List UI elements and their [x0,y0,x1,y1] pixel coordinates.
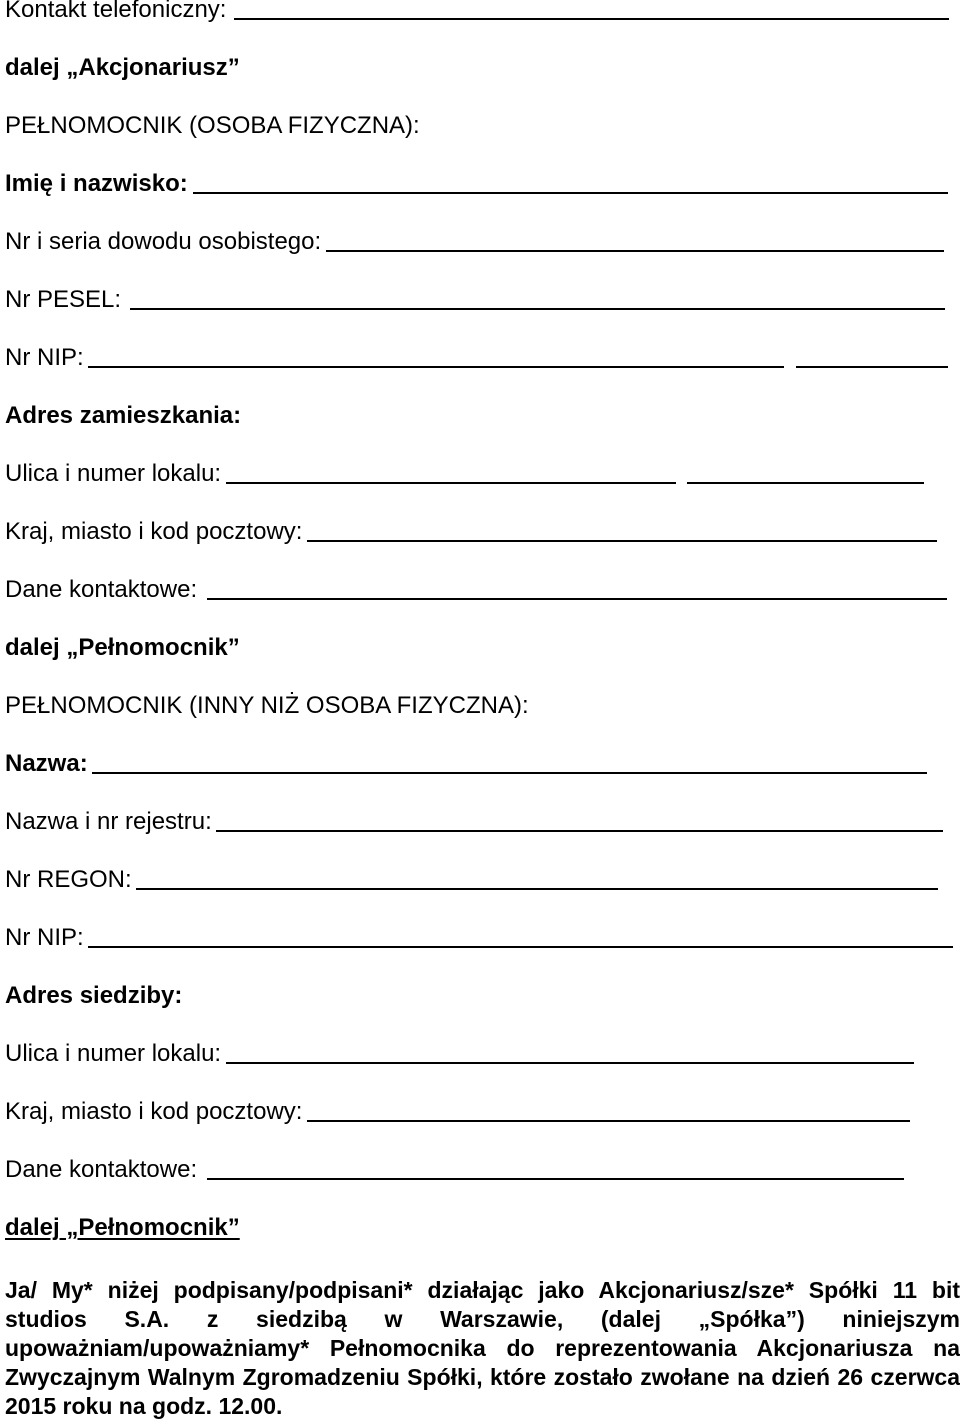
entity-name-field[interactable] [92,772,927,774]
street-label-2: Ulica i numer lokalu: [5,1040,222,1067]
contact-data-field-1[interactable] [207,598,947,600]
proxy-note-2: dalej „Pełnomocnik” [5,1214,240,1241]
shareholder-note: dalej „Akcjonariusz” [5,54,240,81]
nip-label-1: Nr NIP: [5,344,84,371]
entity-name-label: Nazwa: [5,750,88,777]
city-row-2 [5,1096,960,1126]
street-row-2 [5,1038,960,1068]
regon-row [5,864,960,894]
city-label-2: Kraj, miasto i kod pocztowy: [5,1098,303,1125]
street-row-1 [5,458,960,488]
contact-phone-row [5,0,960,24]
entity-name-row [5,748,960,778]
registered-office-row [5,980,960,1010]
id-card-field[interactable] [326,250,944,252]
register-row [5,806,960,836]
city-label-1: Kraj, miasto i kod pocztowy: [5,518,303,545]
city-field-1[interactable] [307,540,937,542]
section-header-legal-entity [5,690,960,720]
nip-field-1a[interactable] [88,366,784,368]
contact-phone-label: Kontakt telefoniczny: [5,0,227,23]
proxy-note-1: dalej „Pełnomocnik” [5,634,240,661]
city-row-1 [5,516,960,546]
register-label: Nazwa i nr rejestru: [5,808,212,835]
proxy-note-row-2 [5,1212,960,1242]
street-label-1: Ulica i numer lokalu: [5,460,222,487]
contact-data-label-2: Dane kontaktowe: [5,1156,198,1183]
contact-phone-field[interactable] [234,18,949,20]
id-card-label: Nr i seria dowodu osobistego: [5,228,322,255]
contact-data-row-1 [5,574,960,604]
street-field-1a[interactable] [226,482,676,484]
proxy-note-row-1 [5,632,960,662]
nip-row-1 [5,342,960,372]
contact-data-field-2[interactable] [207,1178,904,1180]
contact-data-row-2 [5,1154,960,1184]
nip-label-2: Nr NIP: [5,924,84,951]
authorization-paragraph: Ja/ My* niżej podpisany/podpisani* działając jako Akcjonariusz/sze* Spółki 11 bit studios S.A. z siedzibą w Warszawie, (dalej „Spółka”) niniejszym upoważniam/upoważniamy* Pełnomocnika do reprezentowania Akcjonariusza na Zwyczajnym Walnym Zgromadzeniu Spółki, które zostało zwołane na dzień 26 czerwca 2015 roku na godz. 12.00. [5,1277,960,1419]
register-field[interactable] [216,830,943,832]
nip-field-1b[interactable] [796,366,948,368]
contact-data-label-1: Dane kontaktowe: [5,576,198,603]
regon-field[interactable] [136,888,938,890]
pesel-label: Nr PESEL: [5,286,122,313]
nip-row-2 [5,922,960,952]
section-title-legal-entity: PEŁNOMOCNIK (INNY NIŻ OSOBA FIZYCZNA): [5,692,529,719]
regon-label: Nr REGON: [5,866,132,893]
street-field-2[interactable] [226,1062,914,1064]
residence-address-row [5,400,960,430]
section-title-natural-person: PEŁNOMOCNIK (OSOBA FIZYCZNA): [5,112,420,139]
shareholder-note-row [5,52,960,82]
name-label: Imię i nazwisko: [5,170,188,197]
pesel-field[interactable] [130,308,945,310]
street-field-1b[interactable] [687,482,924,484]
pesel-row [5,284,960,314]
name-row [5,168,960,198]
id-card-row [5,226,960,256]
city-field-2[interactable] [307,1120,910,1122]
residence-address-label: Adres zamieszkania: [5,402,242,429]
name-field[interactable] [193,192,948,194]
registered-office-label: Adres siedziby: [5,982,183,1009]
section-header-natural-person [5,110,960,140]
nip-field-2[interactable] [88,946,953,948]
